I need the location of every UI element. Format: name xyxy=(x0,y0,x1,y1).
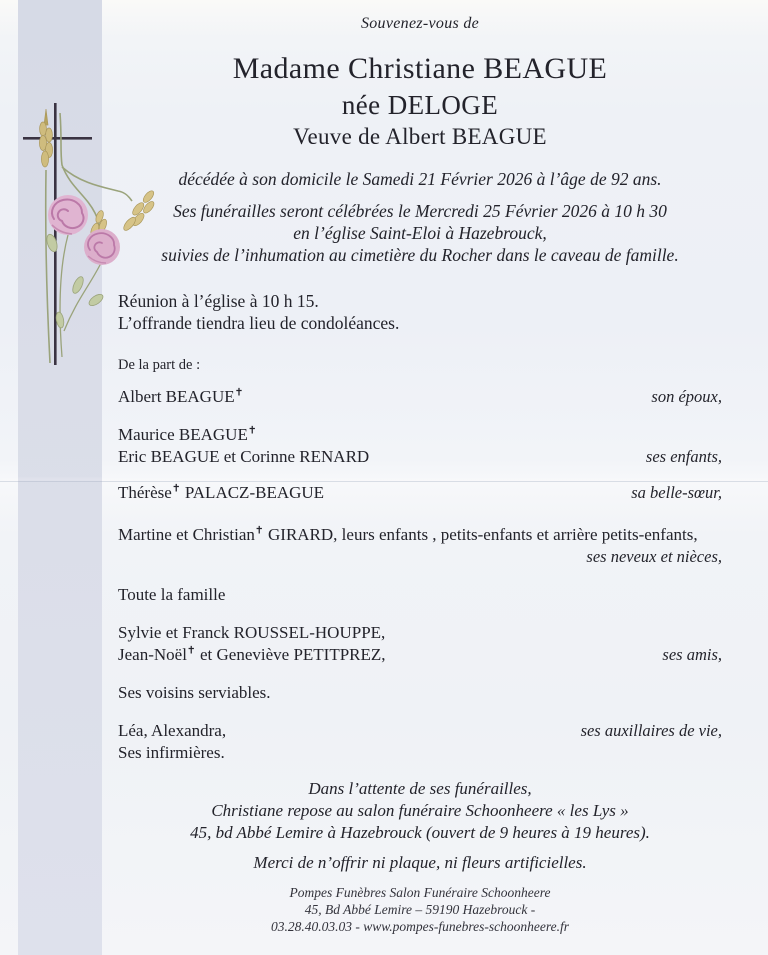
closing-block xyxy=(118,778,722,844)
relation-label: sa belle-sœur, xyxy=(631,483,722,502)
family-line xyxy=(118,424,722,446)
thanks-line: Merci de n’offrir ni plaque, ni fleurs artificielles. xyxy=(253,853,587,872)
family-names: Ses voisins serviables. xyxy=(118,683,271,702)
family-line xyxy=(118,386,722,408)
relation-label: ses amis, xyxy=(662,645,722,664)
funeral-details xyxy=(118,200,722,266)
funeral-home-address: 45, Bd Abbé Lemire – 59190 Hazebrouck - xyxy=(304,902,536,917)
meeting-line: L’offrande tiendra lieu de condoléances. xyxy=(118,313,400,333)
family-line xyxy=(118,622,722,644)
family-line xyxy=(118,720,722,742)
deceased-cross-icon: ✝ xyxy=(171,482,181,495)
funeral-line: Ses funérailles seront célébrées le Mercredi 25 Février 2026 à 10 h 30 xyxy=(173,201,667,221)
closing-line: Dans l’attente de ses funérailles, xyxy=(308,779,532,798)
relation-label: ses enfants, xyxy=(645,447,722,466)
family-line xyxy=(118,524,722,546)
family-line xyxy=(118,546,722,568)
relation-label: ses auxillaires de vie, xyxy=(580,721,722,740)
meeting-line: Réunion à l’église à 10 h 15. xyxy=(118,291,319,311)
family-names: Maurice BEAGUE✝ xyxy=(118,424,257,444)
deceased-name: Madame Christiane BEAGUE xyxy=(232,52,608,85)
family-names: Ses infirmières. xyxy=(118,743,225,762)
relation-label: ses neveux et nièces, xyxy=(586,547,722,566)
family-names: Toute la famille xyxy=(118,585,226,604)
widow-line: Veuve de Albert BEAGUE xyxy=(293,124,547,149)
family-names: Sylvie et Franck ROUSSEL-HOUPPE, xyxy=(118,623,386,642)
deceased-cross-icon: ✝ xyxy=(234,386,244,399)
funeral-home-name: Pompes Funèbres Salon Funéraire Schoonheere xyxy=(289,885,551,900)
from-label: De la part de : xyxy=(118,357,201,373)
family-names: Eric BEAGUE et Corinne RENARD xyxy=(118,447,370,466)
family-line xyxy=(118,742,722,764)
family-names: Albert BEAGUE✝ xyxy=(118,386,244,406)
deceased-cross-icon: ✝ xyxy=(254,524,264,537)
family-line xyxy=(118,682,722,704)
family-line xyxy=(118,482,722,504)
meeting-details xyxy=(118,290,722,334)
death-line: décédée à son domicile le Samedi 21 Février 2026 à l’âge de 92 ans. xyxy=(178,169,662,189)
relation-label: son époux, xyxy=(651,387,722,406)
family-line xyxy=(118,644,722,666)
funeral-line: en l’église Saint-Eloi à Hazebrouck, xyxy=(293,223,547,243)
closing-line: Christiane repose au salon funéraire Schoonheere « les Lys » xyxy=(211,801,629,820)
family-names: Léa, Alexandra, xyxy=(118,721,227,740)
deceased-cross-icon: ✝ xyxy=(247,424,257,437)
family-names: Thérèse✝ PALACZ-BEAGUE xyxy=(118,482,325,502)
funeral-line: suivies de l’inhumation au cimetière du Rocher dans le caveau de famille. xyxy=(161,245,679,265)
family-list xyxy=(118,386,722,764)
family-line xyxy=(118,584,722,606)
family-line xyxy=(118,446,722,468)
funeral-home-contact: 03.28.40.03.03 - www.pompes-funebres-schoonheere.fr xyxy=(271,919,569,934)
family-names: Jean-Noël✝ et Geneviève PETITPREZ, xyxy=(118,644,386,664)
maiden-name: née DELOGE xyxy=(341,90,499,120)
family-names: Martine et Christian✝ GIRARD, leurs enfants , petits-enfants et arrière petits-enfants, xyxy=(118,524,698,544)
deceased-cross-icon: ✝ xyxy=(186,644,196,657)
closing-line: 45, bd Abbé Lemire à Hazebrouck (ouvert de 9 heures à 19 heures). xyxy=(190,823,650,842)
intro-line: Souvenez-vous de xyxy=(360,15,480,32)
funeral-home-footer xyxy=(118,884,722,935)
